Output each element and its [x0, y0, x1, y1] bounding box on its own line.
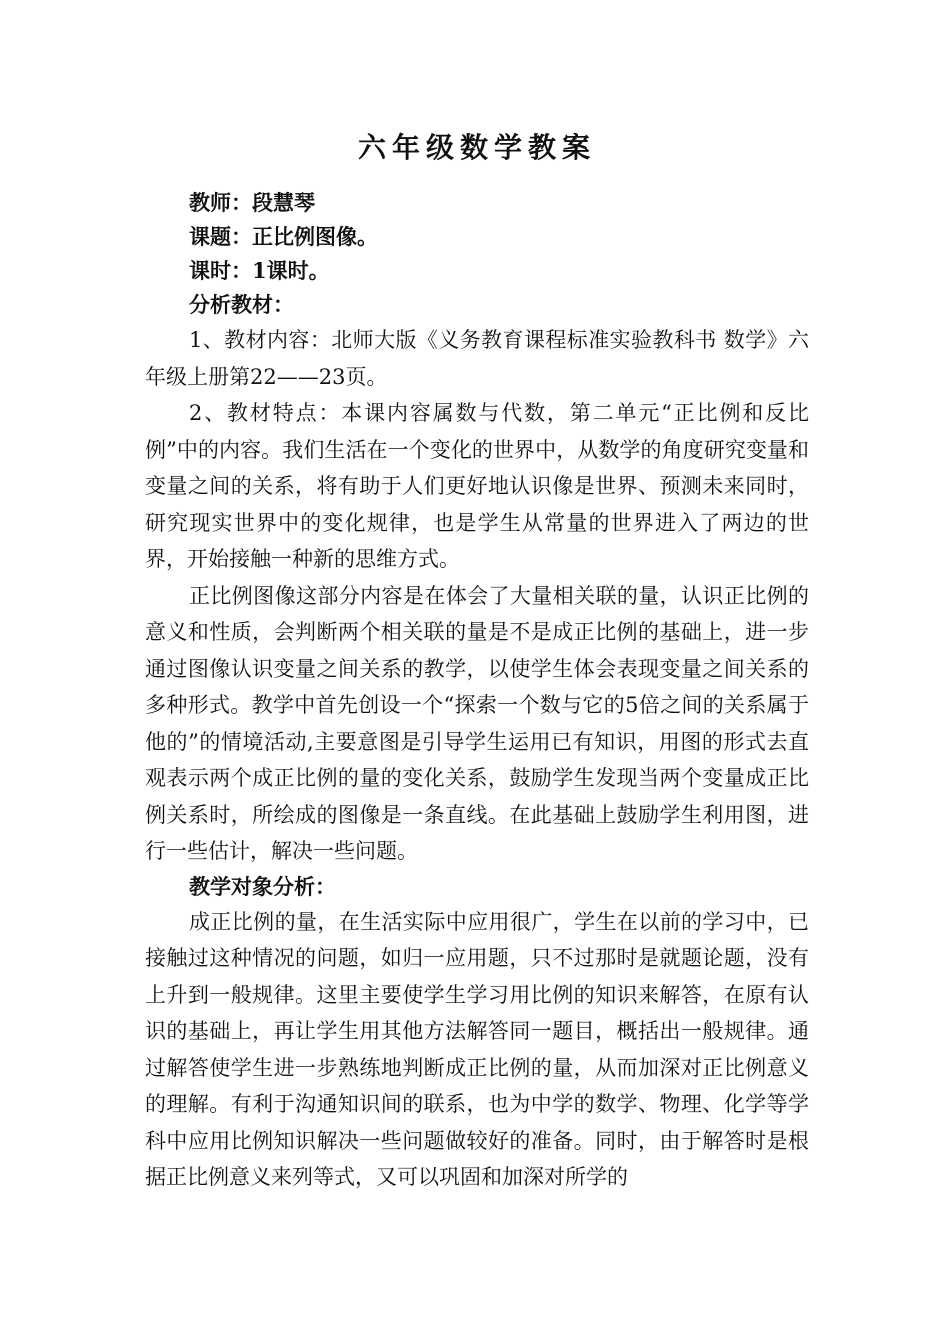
analysis-heading: 分析教材： — [189, 292, 294, 317]
teacher-line: 教师：段慧琴 — [189, 190, 315, 215]
students-paragraph-1: 成正比例的量，在生活实际中应用很广，学生在以前的学习中，已接触过这种情况的问题，如归一应用题，只不过那时是就题论题，没有上升到一般规律。这里主要使学生学习用比例的知识来解答，在原有认识的基础上，再让学生用其他方法解答同一题目，概括出一般规律。通过解答使学生进一步熟练地判断成正比例的量，从而加深对正比例意义的理解。有利于沟通知识间的联系，也为中学的数学、物理、化学等学科中应用比例知识解决一些问题做较好的准备。同时，由于解答时是根据正比例意义来列等式，又可以巩固和加深对所学的 — [145, 909, 809, 1189]
document-page — [145, 128, 809, 1196]
analysis-paragraph-1: 1、教材内容：北师大版《义务教育课程标准实验教科书 数学》六年级上册第22——23页。 — [145, 328, 809, 389]
document-title: 六年级数学教案 — [357, 131, 596, 164]
hours-line: 课时：1课时。 — [189, 258, 330, 283]
analysis-paragraph-3: 正比例图像这部分内容是在体会了大量相关联的量，认识正比例的意义和性质，会判断两个相关联的量是不是成正比例的基础上，进一步通过图像认识变量之间关系的教学，以使学生体会表现变量之间关系的多种形式。教学中首先创设一个“探索一个数与它的5倍之间的关系属于他的”的情境活动,主要意图是引导学生运用已有知识，用图的形式去直观表示两个成正比例的量的变化关系，鼓励学生发现当两个变量成正比例关系时，所绘成的图像是一条直线。在此基础上鼓励学生利用图，进行一些估计，解决一些问题。 — [145, 583, 809, 863]
analysis-paragraph-2: 2、教材特点：本课内容属数与代数，第二单元“正比例和反比例”中的内容。我们生活在一个变化的世界中，从数学的角度研究变量和变量之间的关系，将有助于人们更好地认识像是世界、预测未来同时，研究现实世界中的变化规律，也是学生从常量的世界进入了两边的世界，开始接触一种新的思维方式。 — [145, 401, 809, 571]
students-heading: 教学对象分析： — [189, 873, 336, 899]
topic-line: 课题：正比例图像。 — [189, 224, 378, 249]
